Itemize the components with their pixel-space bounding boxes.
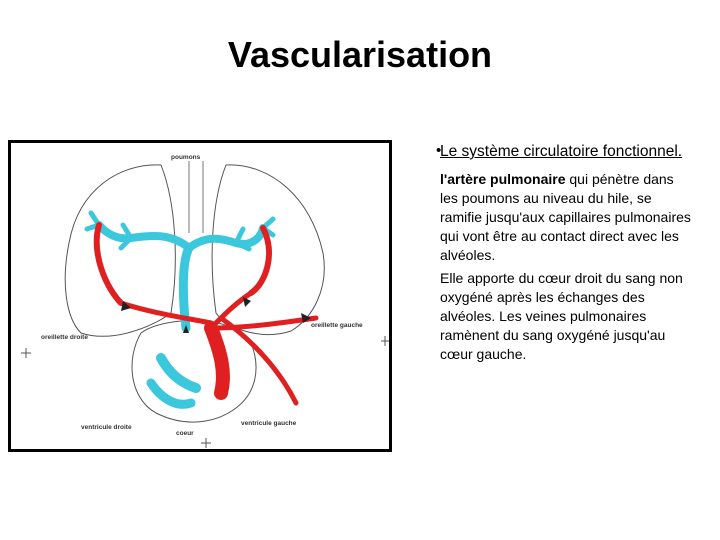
label-ventricule-gauche: ventricule gauche — [241, 420, 297, 427]
pulmonary-veins — [97, 225, 316, 403]
text-column — [422, 142, 692, 368]
term-pulmonary-artery: l'artère pulmonaire — [440, 171, 566, 187]
bullet-heading: Le système circulatoire fonctionnel. — [440, 143, 683, 160]
heart-outline — [132, 320, 256, 422]
bullet-marker: • — [436, 142, 442, 159]
pulmonary-artery — [87, 213, 273, 404]
label-ventricule-droite: ventricule droite — [81, 424, 132, 431]
diagram-svg — [11, 143, 389, 449]
paragraph-veins: Elle apporte du cœur droit du sang non oxygéné après les échanges des alvéoles. Les veines pulmonaires ramènent du sang oxygéné jusqu'au cœur gauche. — [440, 270, 683, 362]
slide-title: Vascularisation — [227, 34, 493, 75]
circulation-diagram — [8, 140, 392, 452]
label-oreillette-gauche: oreillette gauche — [311, 322, 363, 329]
plus-markers — [21, 336, 389, 448]
trachea — [189, 161, 203, 233]
label-poumons: poumons — [171, 154, 201, 161]
label-coeur: coeur — [176, 430, 194, 437]
label-oreillette-droite: oreillette droite — [41, 334, 88, 341]
description — [440, 170, 692, 364]
paragraph-artery — [440, 170, 692, 265]
paragraph-artery-text: qui pénètre dans les poumons au niveau du hile, se ramifie jusqu'aux capillaires pulmonaires qui vont être au contact direct avec les alvéoles. — [440, 171, 691, 263]
